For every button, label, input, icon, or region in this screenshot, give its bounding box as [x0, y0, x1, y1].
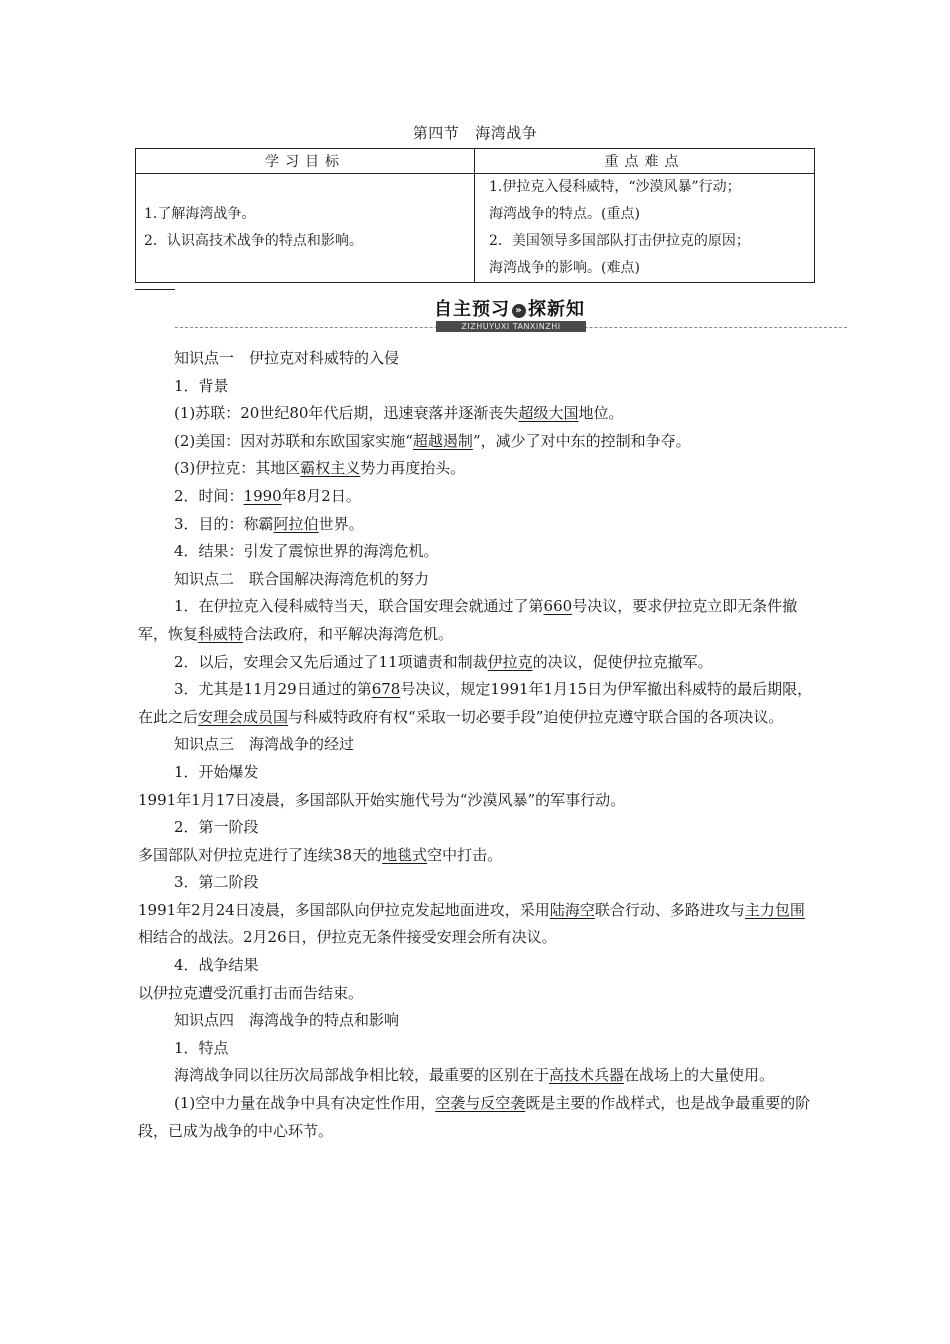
text: (2)美国：因对苏联和东欧国家实施“: [174, 431, 413, 450]
subheading: 1．背景: [174, 376, 229, 395]
text: 相结合的战法。2月26日，伊拉克无条件接受安理会所有决议。: [138, 928, 557, 947]
underlined-answer: 660: [543, 597, 573, 616]
learning-goals-cell: [136, 174, 475, 283]
section-number: 第四节: [412, 124, 460, 142]
underlined-answer: 阿拉伯: [273, 514, 319, 533]
section-banner: [175, 299, 847, 337]
subheading: 4．战争结果: [174, 956, 259, 975]
banner-part2: 探新知: [528, 299, 585, 320]
goal-line: 2．认识高技术战争的特点和影响。: [144, 233, 363, 249]
text: 的决议，促使伊拉克撤军。: [532, 652, 713, 671]
text: 1．在伊拉克入侵科威特当天，联合国安理会就通过了第: [174, 597, 544, 616]
text: 2．时间：: [174, 486, 244, 505]
goal-line: 1.了解海湾战争。: [144, 206, 256, 222]
paragraph: [138, 897, 818, 952]
underlined-answer: 1990: [243, 486, 282, 505]
double-arrow-icon: »: [512, 304, 526, 318]
text: 既是主要的作战样式，也是战争最重要的阶段，已成为战争的中心环节。: [138, 1094, 811, 1140]
paragraph: [138, 842, 818, 870]
knowledge-heading: 知识点四 海湾战争的特点和影响: [174, 1011, 400, 1030]
banner-part1: 自主预习: [434, 299, 510, 320]
paragraph: 以伊拉克遭受沉重打击而告结束。: [138, 983, 364, 1002]
underlined-answer: 超级大国: [518, 404, 579, 423]
banner-pinyin: ZIZHUYUXI TANXINZHI: [436, 321, 586, 332]
paragraph: [138, 483, 818, 511]
text: (3)伊拉克：其地区: [174, 459, 301, 478]
key-point-line: 海湾战争的影响。(难点): [489, 260, 640, 276]
underlined-answer: 678: [371, 680, 401, 699]
text: 地位。: [578, 404, 624, 423]
subheading: 3．第二阶段: [174, 873, 259, 892]
key-point-line: 海湾战争的特点。(重点): [489, 206, 640, 222]
key-point-line: 2．美国领导多国部队打击伊拉克的原因；: [489, 233, 750, 249]
section-name: 海湾战争: [475, 124, 538, 142]
paragraph: [138, 428, 818, 456]
paragraph: [138, 676, 818, 731]
text: 空中打击。: [427, 845, 503, 864]
text: 合法政府，和平解决海湾危机。: [243, 624, 454, 643]
page-title: [0, 122, 950, 143]
underlined-answer: 霸权主义: [300, 459, 361, 478]
underlined-answer: 地毯式: [382, 845, 428, 864]
text: 联合行动、多路进攻与: [594, 900, 745, 919]
paragraph: [138, 593, 818, 648]
text: 多国部队对伊拉克进行了连续38天的: [138, 845, 383, 864]
text: 与科威特政府有权“采取一切必要手段”迫使伊拉克遵守联合国的各项决议。: [288, 707, 784, 726]
table-underline: [135, 289, 175, 290]
text: 年8月2日。: [281, 486, 361, 505]
text: 世界。: [318, 514, 364, 533]
underlined-answer: 安理会成员国: [198, 707, 289, 726]
goals-header-left: 学习目标: [136, 149, 475, 174]
text: 1991年2月24日凌晨，多国部队向伊拉克发起地面进攻，采用: [138, 900, 550, 919]
paragraph: [138, 400, 818, 428]
text: (1)苏联：20世纪80年代后期，迅速衰落并逐渐丧失: [174, 404, 519, 423]
paragraph: [138, 455, 818, 483]
underlined-answer: 伊拉克: [487, 652, 533, 671]
text: 海湾战争同以往历次局部战争相比较，最重要的区别在于: [174, 1066, 550, 1085]
text: 号决议，要求伊拉克立即无条件撤军，恢复: [138, 597, 798, 643]
knowledge-heading: 知识点一 伊拉克对科威特的入侵: [174, 349, 400, 367]
paragraph: 1991年1月17日凌晨，多国部队开始实施代号为“沙漠风暴”的军事行动。: [138, 790, 626, 809]
subheading: 1．开始爆发: [174, 762, 259, 781]
subheading: 2．第一阶段: [174, 818, 259, 837]
underlined-answer: 空袭与反空袭: [435, 1094, 526, 1113]
paragraph: [138, 1062, 818, 1090]
text: 3．尤其是11月29日通过的第: [174, 680, 372, 699]
goals-header-right: 重点难点: [475, 149, 815, 174]
text: 在战场上的大量使用。: [624, 1066, 775, 1085]
text: ”，减少了对中东的控制和争夺。: [472, 431, 691, 450]
banner-box: [422, 299, 597, 331]
text: (1)空中力量在战争中具有决定性作用，: [174, 1094, 436, 1113]
paragraph: [138, 511, 818, 539]
main-content: [138, 345, 818, 1145]
subheading: 1．特点: [174, 1038, 229, 1057]
underlined-answer: 高技术兵器: [549, 1066, 625, 1085]
banner-title: [422, 299, 597, 321]
text: 2．以后，安理会又先后通过了11项谴责和制裁: [174, 652, 488, 671]
underlined-answer: 陆海空: [549, 900, 595, 919]
paragraph: [138, 1090, 818, 1145]
key-point-line: 1.伊拉克入侵科威特，“沙漠风暴”行动；: [489, 179, 741, 195]
goals-table: [135, 148, 815, 283]
underlined-answer: 主力包围: [744, 900, 805, 919]
key-points-cell: [475, 174, 815, 283]
text: 势力再度抬头。: [360, 459, 466, 478]
text: 号决议，规定1991年1月15日为伊军撤出科威特的最后期限，在此之后: [138, 680, 813, 726]
knowledge-heading: 知识点三 海湾战争的经过: [174, 735, 355, 754]
underlined-answer: 科威特: [198, 624, 244, 643]
paragraph: 4．结果：引发了震惊世界的海湾危机。: [174, 542, 439, 561]
knowledge-heading: 知识点二 联合国解决海湾危机的努力: [174, 569, 430, 588]
paragraph: [138, 649, 818, 677]
underlined-answer: 超越遏制: [412, 431, 473, 450]
text: 3．目的：称霸: [174, 514, 274, 533]
